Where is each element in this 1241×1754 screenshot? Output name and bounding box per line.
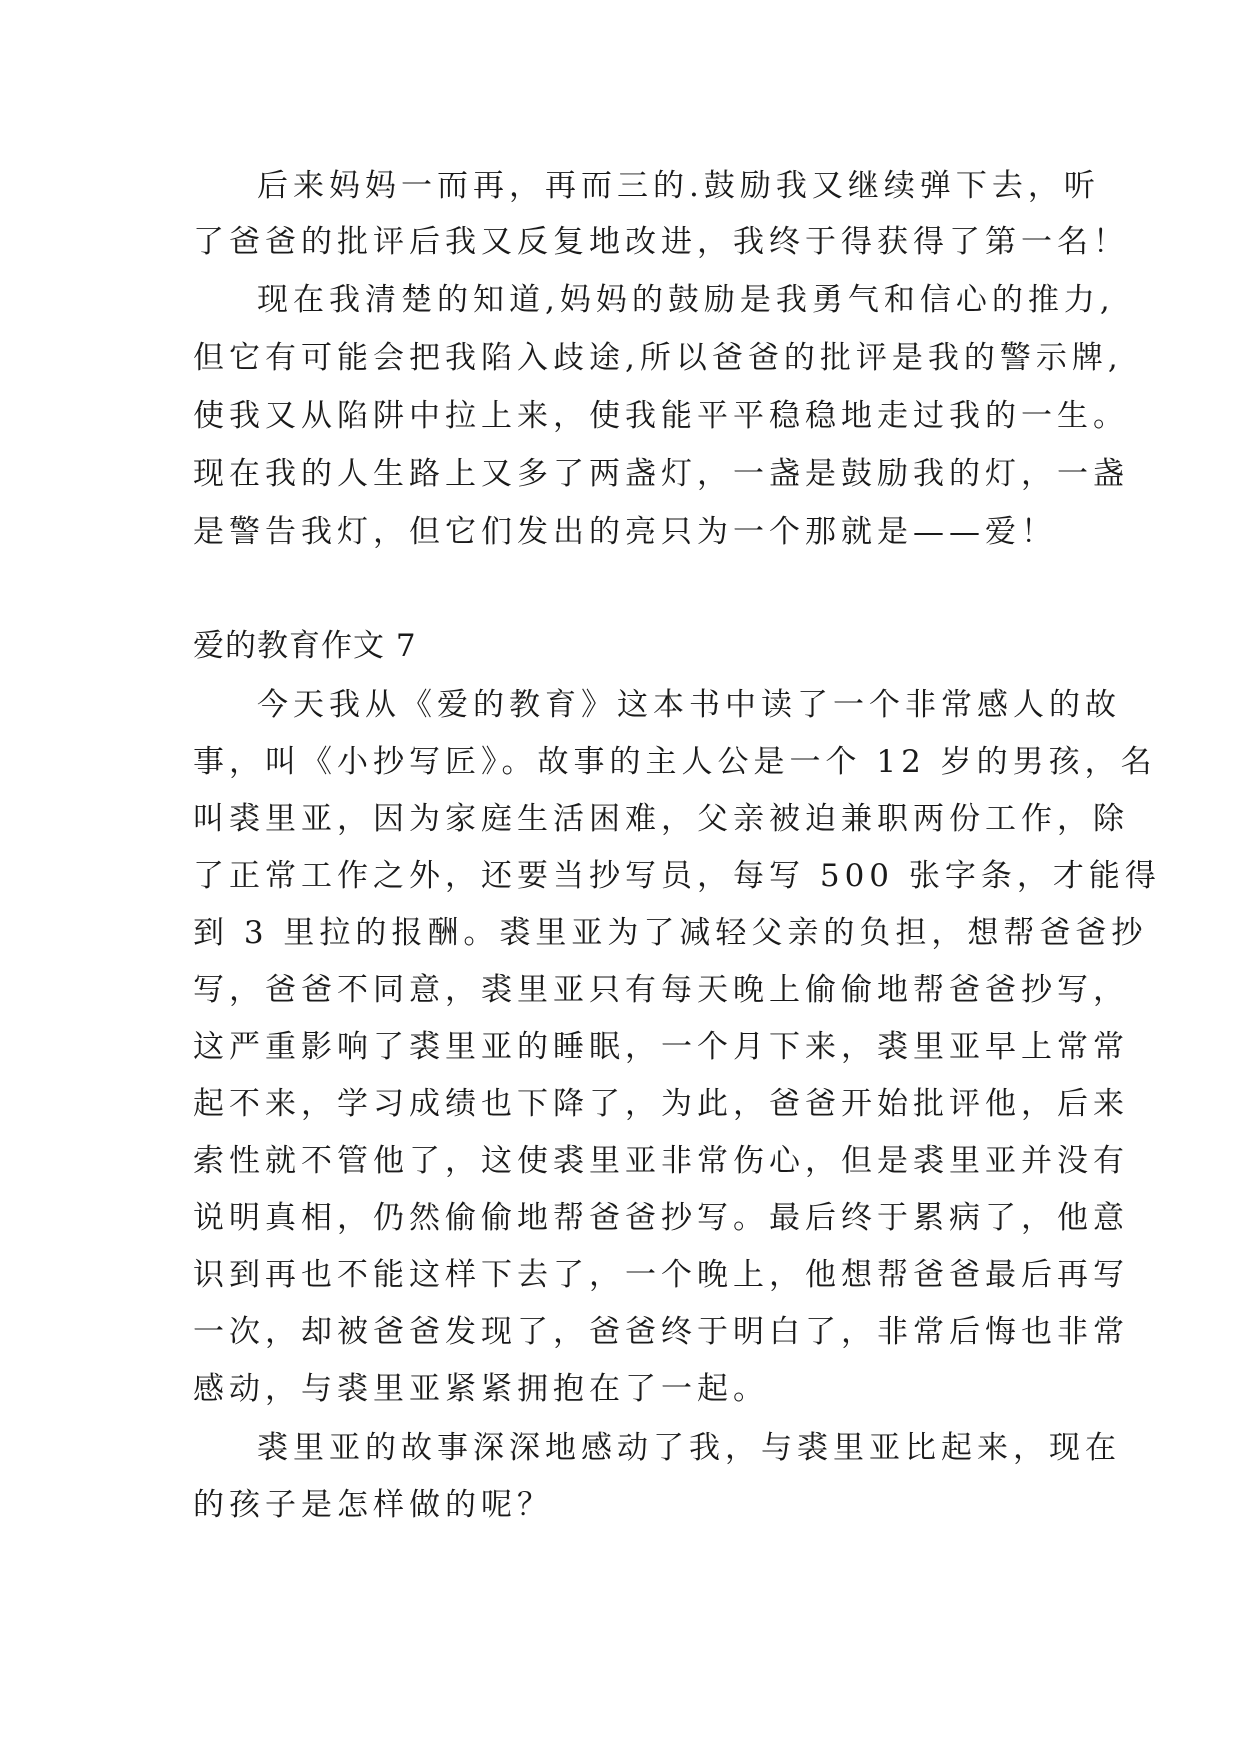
paragraph-4-line-1: 裘里亚的故事深深地感动了我，与裘里亚比起来，现在	[257, 1430, 1121, 1466]
paragraph-3-line-9: 索性就不管他了，这使裘里亚非常伤心，但是裘里亚并没有	[193, 1143, 1129, 1179]
section-title: 爱的教育作文 7	[193, 628, 417, 664]
paragraph-2-line-2: 但它有可能会把我陷入歧途,所以爸爸的批评是我的警示牌,	[193, 340, 1123, 376]
paragraph-2-line-3: 使我又从陷阱中拉上来，使我能平平稳稳地走过我的一生。	[193, 398, 1129, 434]
paragraph-3-line-10: 说明真相，仍然偷偷地帮爸爸抄写。最后终于累病了，他意	[193, 1200, 1129, 1236]
paragraph-3-line-8: 起不来，学习成绩也下降了，为此，爸爸开始批评他，后来	[193, 1086, 1129, 1122]
paragraph-3-line-3: 叫裘里亚，因为家庭生活困难，父亲被迫兼职两份工作，除	[193, 801, 1129, 837]
paragraph-2-line-5: 是警告我灯，但它们发出的亮只为一个那就是——爱！	[193, 514, 1057, 550]
paragraph-3-line-13: 感动，与裘里亚紧紧拥抱在了一起。	[193, 1371, 769, 1407]
paragraph-1-line-1: 后来妈妈一而再，再而三的.鼓励我又继续弹下去，听	[257, 168, 1100, 204]
paragraph-3-line-4: 了正常工作之外，还要当抄写员，每写 500 张字条，才能得	[193, 858, 1161, 894]
paragraph-1-line-2: 了爸爸的批评后我又反复地改进，我终于得获得了第一名！	[193, 224, 1129, 260]
paragraph-3-line-1: 今天我从《爱的教育》这本书中读了一个非常感人的故	[257, 687, 1121, 723]
paragraph-3-line-2: 事，叫《小抄写匠》。故事的主人公是一个 12 岁的男孩，名	[193, 744, 1157, 780]
paragraph-2-line-1: 现在我清楚的知道,妈妈的鼓励是我勇气和信心的推力,	[257, 282, 1115, 318]
paragraph-2-line-4: 现在我的人生路上又多了两盏灯，一盏是鼓励我的灯，一盏	[193, 456, 1129, 492]
paragraph-3-line-5: 到 3 里拉的报酬。裘里亚为了减轻父亲的负担，想帮爸爸抄	[193, 915, 1148, 951]
paragraph-3-line-7: 这严重影响了裘里亚的睡眠，一个月下来，裘里亚早上常常	[193, 1029, 1129, 1065]
paragraph-3-line-6: 写，爸爸不同意，裘里亚只有每天晚上偷偷地帮爸爸抄写，	[193, 972, 1129, 1008]
paragraph-4-line-2: 的孩子是怎样做的呢？	[193, 1487, 553, 1523]
paragraph-3-line-12: 一次，却被爸爸发现了，爸爸终于明白了，非常后悔也非常	[193, 1314, 1129, 1350]
paragraph-3-line-11: 识到再也不能这样下去了，一个晚上，他想帮爸爸最后再写	[193, 1257, 1129, 1293]
